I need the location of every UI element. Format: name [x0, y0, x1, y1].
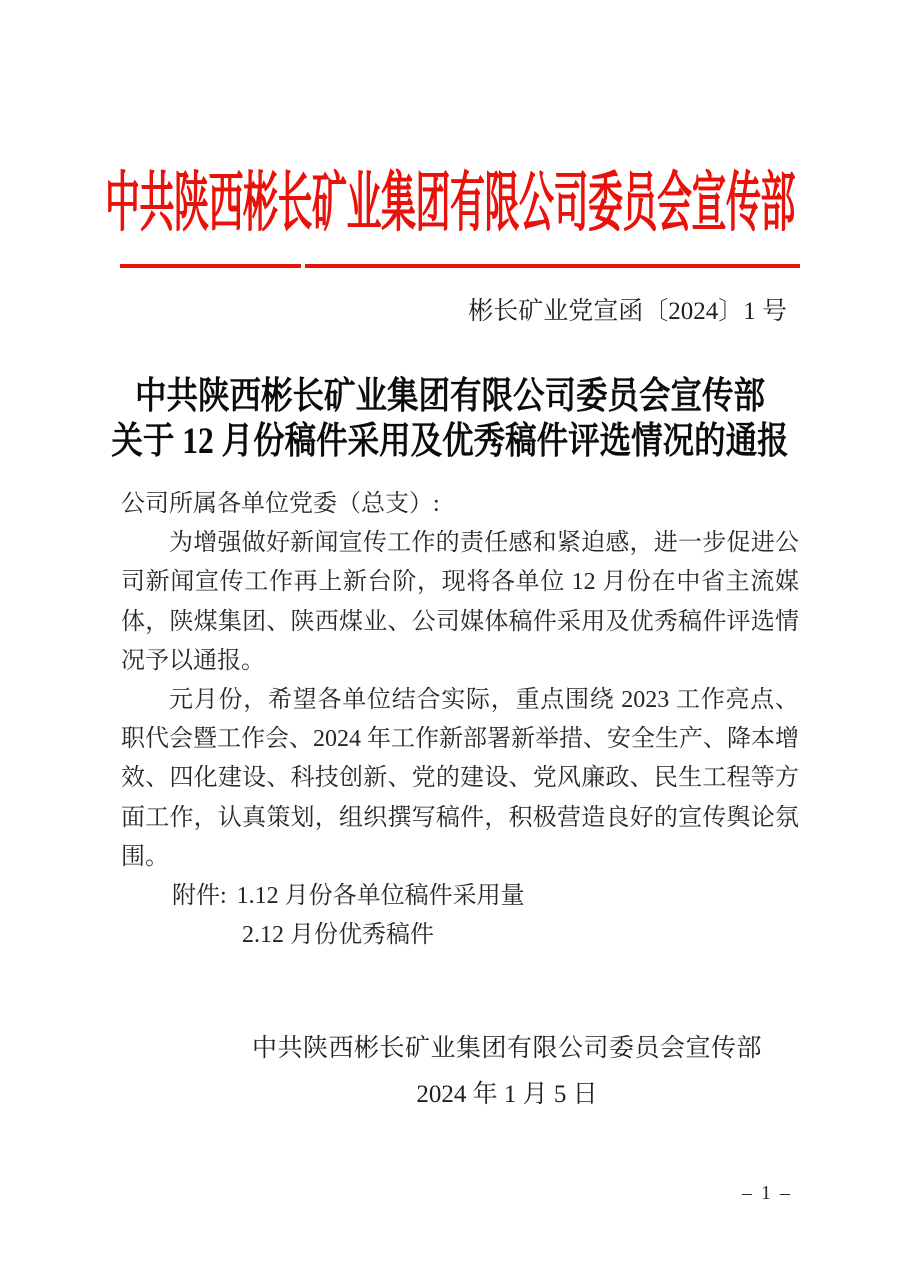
paragraph-1: 为增强做好新闻宣传工作的责任感和紧迫感，进一步促进公司新闻宣传工作再上新台阶，现将各单位 12 月份在中省主流媒体，陕煤集团、陕西煤业、公司媒体稿件采用及优秀稿件评选情况予以通报。 [121, 530, 799, 674]
page-number: – 1 – [742, 1182, 792, 1204]
attachments-label: 附件: [172, 883, 227, 910]
attachment-item-2: 2.12 月份优秀稿件 [242, 922, 434, 949]
document-number: 彬长矿业党宣函〔2024〕1 号 [468, 298, 787, 325]
red-divider-line [120, 264, 800, 268]
signature-org: 中共陕西彬长矿业集团有限公司委员会宣传部 [251, 1035, 762, 1062]
document-body [121, 485, 799, 955]
letterhead-title: 中共陕西彬长矿业集团有限公司委员会宣传部 [104, 167, 795, 240]
document-title [0, 374, 900, 464]
document-title-line2: 关于 12 月份稿件采用及优秀稿件评选情况的通报 [111, 420, 789, 462]
document-title-line1: 中共陕西彬长矿业集团有限公司委员会宣传部 [134, 375, 765, 417]
signature-block [252, 1033, 762, 1111]
paragraph-2: 元月份，希望各单位结合实际，重点围绕 2023 工作亮点、职代会暨工作会、2024 年工作新部署新举措、安全生产、降本增效、四化建设、科技创新、党的建设、党风廉政、民生工程等方面工作，认真策划，组织撰写稿件，积极营造良好的宣传舆论氛围。 [121, 687, 799, 870]
salutation: 公司所属各单位党委（总支）: [121, 491, 440, 517]
signature-date: 2024 年 1 月 5 日 [416, 1081, 598, 1108]
attachment-item-1: 1.12 月份各单位稿件采用量 [236, 883, 525, 910]
attachment-list-line-1 [121, 877, 799, 916]
